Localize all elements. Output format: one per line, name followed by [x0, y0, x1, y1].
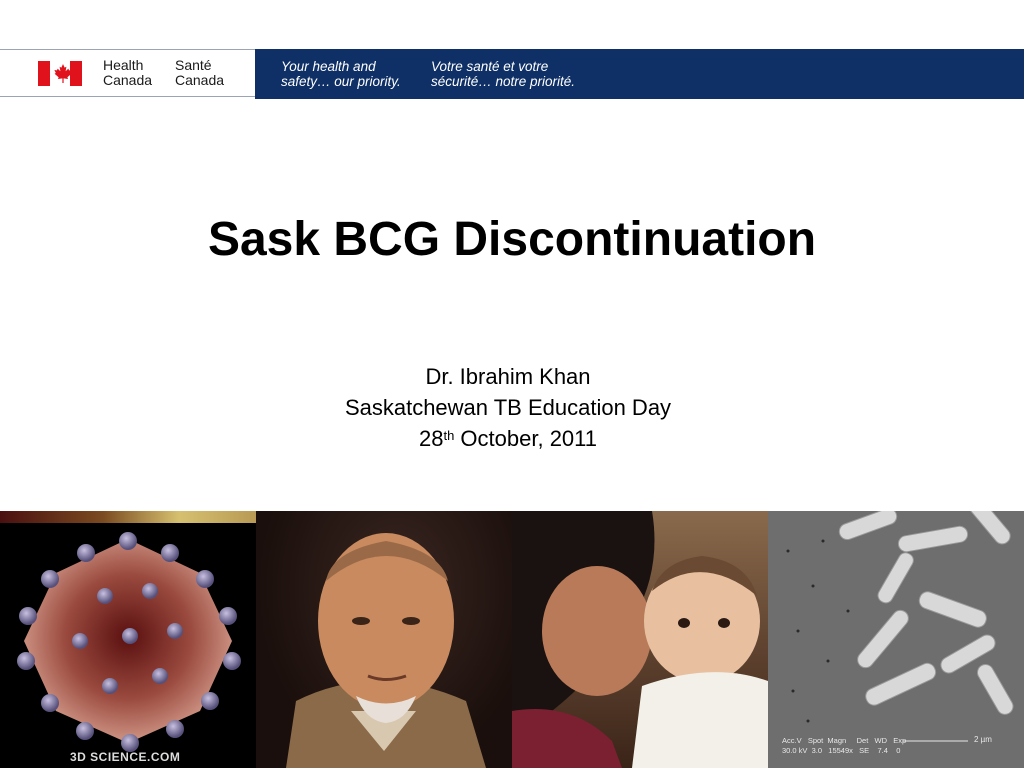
- slide-subtitle: [0, 361, 1016, 454]
- department-wordmark: [103, 58, 255, 88]
- canada-flag-icon: [38, 61, 82, 86]
- date-rest: October, 2011: [454, 426, 598, 451]
- tagline-en-line2: safety… our priority.: [281, 74, 401, 89]
- micrograph-parameters: Acc.V Spot Magn Det WD Exp 30.0 kV 3.0 15549x SE 7.4 0: [782, 736, 907, 755]
- tagline-english: [281, 59, 431, 89]
- date-suffix: th: [443, 428, 455, 443]
- presentation-date: [0, 423, 1016, 454]
- elder-portrait-image: [256, 511, 512, 768]
- wordmark-fr-line1: Santé: [175, 57, 212, 73]
- event-name: Saskatchewan TB Education Day: [344, 395, 672, 420]
- header-banner: [0, 49, 1024, 99]
- slide-title: Sask BCG Discontinuation: [207, 213, 817, 266]
- virus-image-credit: 3D SCIENCE.COM: [70, 750, 181, 764]
- tagline-fr-line2: sécurité… notre priorité.: [431, 74, 576, 89]
- tagline-fr-line1: Votre santé et votre: [431, 59, 549, 74]
- tagline-en-line1: Your health and: [281, 59, 376, 74]
- micrograph-scale-info: [782, 736, 906, 756]
- bacteria-micrograph-image: [768, 511, 1024, 768]
- government-signature: [0, 49, 255, 97]
- virus-illustration-image: [0, 511, 256, 768]
- micrograph-scale-unit: 2 µm: [974, 735, 992, 744]
- mother-and-baby-image: [512, 511, 768, 768]
- tagline-french: [431, 59, 611, 89]
- wordmark-fr-line2: Canada: [175, 72, 225, 88]
- wordmark-en-line2: Canada: [103, 72, 153, 88]
- presenter-name: Dr. Ibrahim Khan: [425, 364, 591, 389]
- photo-strip: [0, 511, 1024, 768]
- wordmark-en-line1: Health: [103, 57, 144, 73]
- date-day: 28: [418, 426, 444, 451]
- tagline-bar: [255, 49, 1024, 99]
